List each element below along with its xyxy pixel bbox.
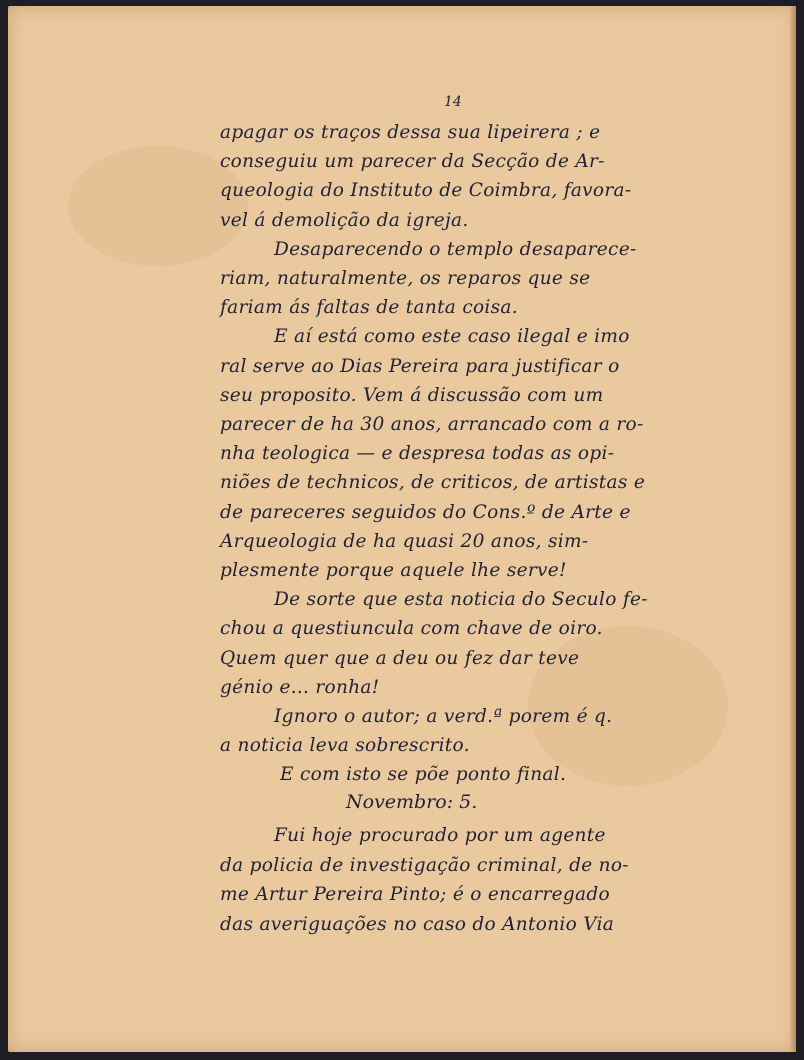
manuscript-line: génio e... ronha!: [220, 676, 380, 698]
manuscript-line: Ignoro o autor; a verd.ª porem é q.: [274, 706, 613, 727]
manuscript-line: nha teologica — e despresa todas as opi-: [220, 443, 615, 465]
manuscript-line: queologia do Instituto de Coimbra, favora-: [220, 180, 632, 202]
manuscript-line: seu proposito. Vem á discussão com um: [220, 384, 604, 406]
manuscript-line: apagar os traços dessa sua lipeirera ; e: [220, 122, 601, 143]
manuscript-line: niões de technicos, de criticos, de artistas e: [220, 472, 646, 494]
page-number: 14: [444, 94, 462, 110]
manuscript-line: chou a questiuncula com chave de oiro.: [220, 618, 603, 640]
manuscript-line: riam, naturalmente, os reparos que se: [220, 268, 591, 289]
manuscript-line: Arqueologia de ha quasi 20 anos, sim-: [220, 530, 589, 552]
manuscript-line: ral serve ao Dias Pereira para justificar o: [220, 355, 620, 377]
manuscript-line: a noticia leva sobrescrito.: [220, 735, 470, 757]
manuscript-line: fariam ás faltas de tanta coisa.: [220, 297, 518, 319]
manuscript-line: das averiguações no caso do Antonio Via: [220, 913, 615, 935]
manuscript-line: plesmente porque aquele lhe serve!: [220, 560, 567, 581]
manuscript-line: conseguiu um parecer da Secção de Ar-: [220, 151, 605, 173]
manuscript-line: E com isto se põe ponto final.: [280, 764, 567, 786]
manuscript-line: vel á demolição da igreja.: [220, 209, 469, 231]
manuscript-line: Quem quer que a deu ou fez dar teve: [220, 647, 580, 669]
manuscript-line: me Artur Pereira Pinto; é o encarregado: [220, 884, 610, 905]
manuscript-page: [8, 6, 796, 1052]
manuscript-line: Fui hoje procurado por um agente: [274, 825, 606, 846]
manuscript-line: parecer de ha 30 anos, arrancado com a ro-: [220, 414, 644, 435]
manuscript-line: da policia de investigação criminal, de no-: [220, 854, 629, 876]
manuscript-line: de pareceres seguidos do Cons.º de Arte e: [220, 501, 631, 523]
page-edge: [790, 6, 796, 1052]
section-heading: Novembro: 5.: [346, 791, 478, 813]
manuscript-line: De sorte que esta noticia do Seculo fe-: [274, 589, 648, 611]
manuscript-line: E aí está como este caso ilegal e imo: [274, 326, 630, 348]
manuscript-line: Desaparecendo o templo desaparece-: [274, 238, 637, 260]
